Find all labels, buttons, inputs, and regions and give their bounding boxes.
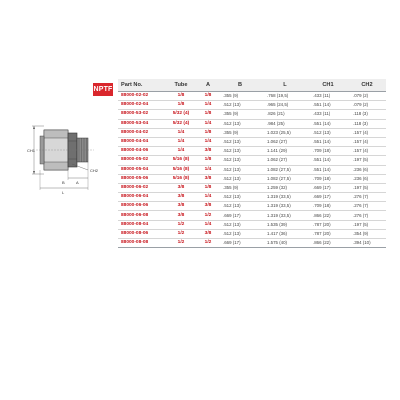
cell-ch2: .197 (5) xyxy=(348,183,386,192)
cell-b: .355 (9) xyxy=(218,92,262,101)
cell-ch2: .236 (6) xyxy=(348,165,386,174)
cell-b: .512 (13) xyxy=(218,165,262,174)
cell-l: 1.319 (33,5) xyxy=(262,193,308,202)
table-row xyxy=(118,220,386,229)
table-row xyxy=(118,147,386,156)
cell-b: .512 (13) xyxy=(218,119,262,128)
cell-a: 3/8 xyxy=(198,202,218,211)
cell-a: 1/8 xyxy=(198,92,218,101)
cell-l: 1.062 (27) xyxy=(262,137,308,146)
cell-b: .512 (13) xyxy=(218,137,262,146)
cell-part-no: 88000-08-04 xyxy=(118,220,164,229)
cell-ch2: .079 (2) xyxy=(348,101,386,110)
cell-tube: 5/32 (4) xyxy=(164,110,198,119)
cell-b: .512 (13) xyxy=(218,220,262,229)
cell-l: 1.082 (27,5) xyxy=(262,165,308,174)
col-header-l: L xyxy=(262,79,308,92)
cell-ch1: .866 (22) xyxy=(308,211,348,220)
cell-ch2: .118 (3) xyxy=(348,119,386,128)
cell-b: .669 (17) xyxy=(218,239,262,248)
table-row xyxy=(118,165,386,174)
cell-tube: 5/32 (4) xyxy=(164,119,198,128)
cell-ch1: .709 (18) xyxy=(308,174,348,183)
cell-tube: 1/2 xyxy=(164,239,198,248)
table-row xyxy=(118,183,386,192)
cell-tube: 1/8 xyxy=(164,92,198,101)
cell-ch1: .866 (22) xyxy=(308,239,348,248)
cell-b: .512 (13) xyxy=(218,156,262,165)
cell-tube: 3/8 xyxy=(164,193,198,202)
cell-ch1: .433 (11) xyxy=(308,92,348,101)
cell-a: 1/8 xyxy=(198,128,218,137)
cell-ch2: .197 (5) xyxy=(348,220,386,229)
cell-b: .512 (13) xyxy=(218,147,262,156)
cell-a: 1/4 xyxy=(198,137,218,146)
label-ch1: CH1 xyxy=(27,148,36,153)
cell-ch2: .157 (4) xyxy=(348,128,386,137)
cell-a: 1/4 xyxy=(198,220,218,229)
cell-b: .512 (13) xyxy=(218,229,262,238)
table-row xyxy=(118,92,386,101)
cell-a: 3/8 xyxy=(198,147,218,156)
table-row xyxy=(118,137,386,146)
cell-b: .512 (13) xyxy=(218,202,262,211)
label-l: L xyxy=(62,190,65,195)
table-body xyxy=(118,92,386,248)
cell-ch1: .551 (14) xyxy=(308,156,348,165)
cell-a: 1/4 xyxy=(198,119,218,128)
label-b: B xyxy=(62,180,65,185)
col-header-b: B xyxy=(218,79,262,92)
cell-b: .512 (13) xyxy=(218,101,262,110)
cell-ch1: .551 (14) xyxy=(308,137,348,146)
cell-ch2: .394 (10) xyxy=(348,239,386,248)
cell-ch2: .197 (5) xyxy=(348,156,386,165)
table-row xyxy=(118,239,386,248)
nptf-badge: NPTF xyxy=(93,83,113,96)
cell-l: 1.535 (39) xyxy=(262,220,308,229)
cell-l: 1.319 (33,5) xyxy=(262,211,308,220)
fitting-spec-table xyxy=(118,79,386,248)
col-header-tube: Tube xyxy=(164,79,198,92)
cell-ch2: .276 (7) xyxy=(348,193,386,202)
label-ch2: CH2 xyxy=(90,168,99,173)
cell-part-no: 88000-04-04 xyxy=(118,137,164,146)
cell-ch2: .118 (3) xyxy=(348,110,386,119)
cell-part-no: 88000-06-08 xyxy=(118,211,164,220)
table-row xyxy=(118,229,386,238)
cell-ch1: .512 (13) xyxy=(308,128,348,137)
table-row xyxy=(118,101,386,110)
cell-b: .669 (17) xyxy=(218,211,262,220)
cell-part-no: 88000-02-02 xyxy=(118,92,164,101)
cell-ch2: .157 (4) xyxy=(348,137,386,146)
cell-tube: 3/8 xyxy=(164,183,198,192)
cell-part-no: 88000-08-06 xyxy=(118,229,164,238)
cell-tube: 5/16 (8) xyxy=(164,165,198,174)
cell-ch2: .354 (9) xyxy=(348,229,386,238)
cell-a: 1/8 xyxy=(198,183,218,192)
col-header-ch2: CH2 xyxy=(348,79,386,92)
cell-b: .512 (13) xyxy=(218,193,262,202)
table-header-row xyxy=(118,79,386,92)
cell-ch1: .709 (18) xyxy=(308,202,348,211)
table-row xyxy=(118,202,386,211)
label-a: A xyxy=(76,180,79,185)
table-row xyxy=(118,193,386,202)
table-row xyxy=(118,119,386,128)
cell-ch1: .787 (20) xyxy=(308,229,348,238)
cell-tube: 1/4 xyxy=(164,137,198,146)
cell-ch1: .551 (14) xyxy=(308,165,348,174)
cell-ch1: .669 (17) xyxy=(308,193,348,202)
cell-part-no: 88000-05-02 xyxy=(118,156,164,165)
cell-part-no: 88000-53-02 xyxy=(118,110,164,119)
cell-ch1: .669 (17) xyxy=(308,183,348,192)
cell-tube: 1/2 xyxy=(164,229,198,238)
cell-tube: 3/8 xyxy=(164,211,198,220)
cell-part-no: 88000-05-04 xyxy=(118,165,164,174)
cell-ch1: .433 (11) xyxy=(308,110,348,119)
cell-a: 1/8 xyxy=(198,110,218,119)
cell-tube: 5/16 (8) xyxy=(164,156,198,165)
cell-b: .355 (9) xyxy=(218,128,262,137)
cell-l: 1.319 (33,5) xyxy=(262,202,308,211)
cell-ch2: .079 (2) xyxy=(348,92,386,101)
cell-b: .512 (13) xyxy=(218,174,262,183)
cell-tube: 1/4 xyxy=(164,128,198,137)
cell-ch1: .551 (14) xyxy=(308,101,348,110)
cell-ch2: .276 (7) xyxy=(348,202,386,211)
cell-l: 1.141 (29) xyxy=(262,147,308,156)
cell-part-no: 88000-06-06 xyxy=(118,202,164,211)
cell-ch2: .236 (6) xyxy=(348,174,386,183)
cell-a: 1/8 xyxy=(198,156,218,165)
cell-ch2: .157 (4) xyxy=(348,147,386,156)
table-row xyxy=(118,211,386,220)
cell-l: .826 (21) xyxy=(262,110,308,119)
table-row xyxy=(118,156,386,165)
col-header-part-no: Part No. xyxy=(118,79,164,92)
cell-a: 3/8 xyxy=(198,229,218,238)
cell-part-no: 88000-05-06 xyxy=(118,174,164,183)
cell-part-no: 88000-53-04 xyxy=(118,119,164,128)
cell-tube: 5/16 (8) xyxy=(164,174,198,183)
table-row xyxy=(118,128,386,137)
cell-l: 1.082 (27,5) xyxy=(262,174,308,183)
cell-tube: 1/2 xyxy=(164,220,198,229)
cell-l: .984 (25) xyxy=(262,119,308,128)
cell-a: 1/4 xyxy=(198,101,218,110)
fitting-technical-drawing xyxy=(14,108,119,198)
cell-a: 1/2 xyxy=(198,239,218,248)
cell-part-no: 88000-06-04 xyxy=(118,193,164,202)
cell-ch1: .551 (14) xyxy=(308,119,348,128)
table-row xyxy=(118,110,386,119)
cell-a: 1/2 xyxy=(198,211,218,220)
cell-a: 1/4 xyxy=(198,193,218,202)
cell-a: 3/8 xyxy=(198,174,218,183)
cell-ch2: .276 (7) xyxy=(348,211,386,220)
cell-part-no: 88000-04-06 xyxy=(118,147,164,156)
cell-tube: 3/8 xyxy=(164,202,198,211)
cell-part-no: 88000-08-08 xyxy=(118,239,164,248)
cell-ch1: .709 (18) xyxy=(308,147,348,156)
cell-ch1: .787 (20) xyxy=(308,220,348,229)
table-row xyxy=(118,174,386,183)
cell-a: 1/4 xyxy=(198,165,218,174)
cell-tube: 1/4 xyxy=(164,147,198,156)
cell-l: 1.417 (36) xyxy=(262,229,308,238)
col-header-a: A xyxy=(198,79,218,92)
cell-part-no: 88000-04-02 xyxy=(118,128,164,137)
cell-l: .768 (19,5) xyxy=(262,92,308,101)
cell-b: .355 (9) xyxy=(218,183,262,192)
cell-tube: 1/8 xyxy=(164,101,198,110)
cell-b: .355 (9) xyxy=(218,110,262,119)
cell-l: 1.575 (40) xyxy=(262,239,308,248)
cell-l: 1.062 (27) xyxy=(262,156,308,165)
col-header-ch1: CH1 xyxy=(308,79,348,92)
cell-l: .965 (24,5) xyxy=(262,101,308,110)
cell-part-no: 88000-06-02 xyxy=(118,183,164,192)
cell-part-no: 88000-02-04 xyxy=(118,101,164,110)
cell-l: 1.023 (25,5) xyxy=(262,128,308,137)
cell-l: 1.259 (32) xyxy=(262,183,308,192)
